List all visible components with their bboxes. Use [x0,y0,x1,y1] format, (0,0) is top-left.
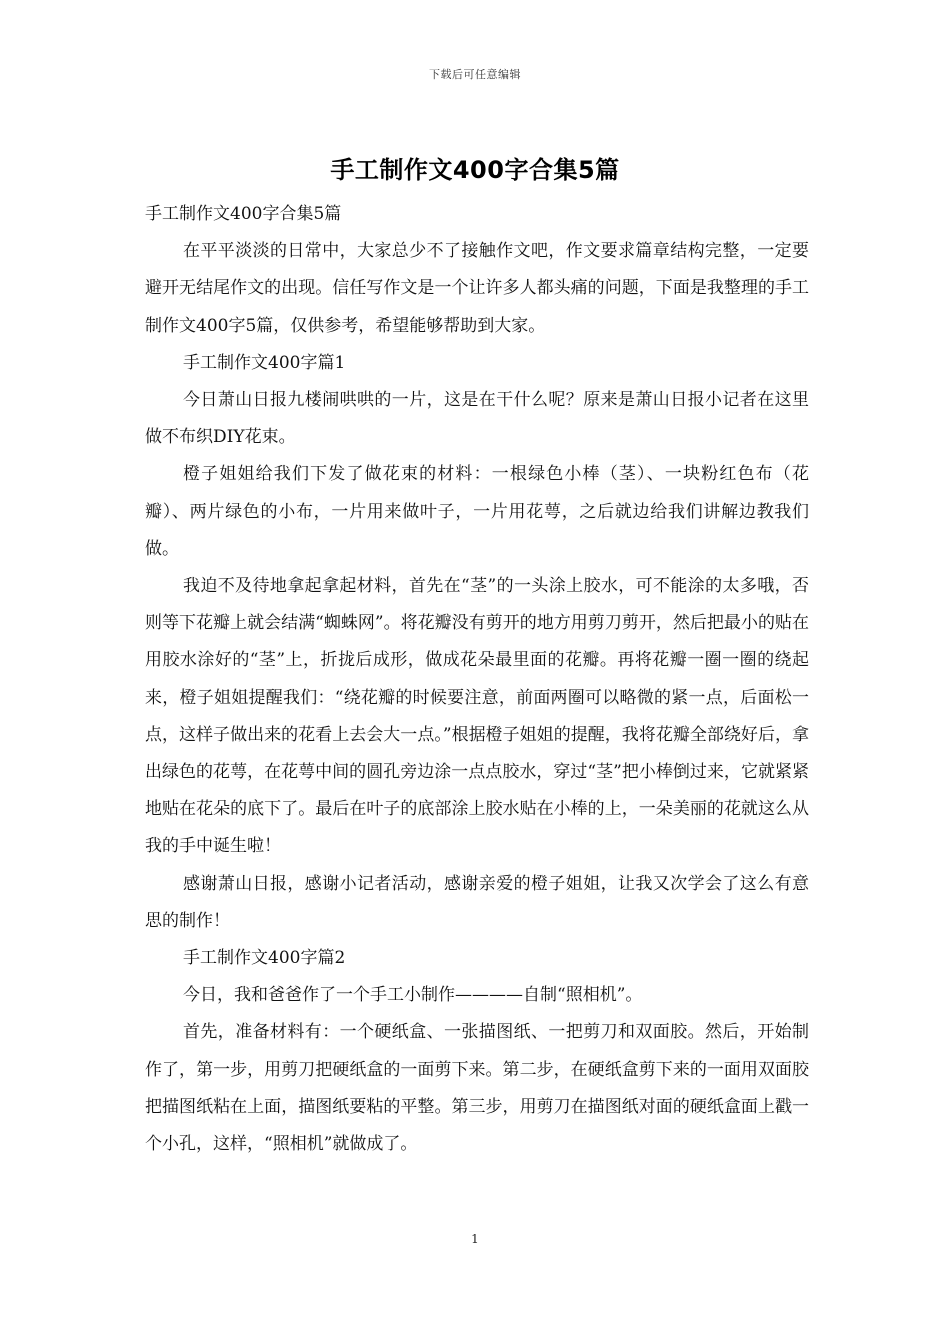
page-number: 1 [471,1232,479,1246]
document-body [145,196,809,1163]
body-paragraph: 橙子姐姐给我们下发了做花束的材料：一根绿色小棒（茎）、一块粉红色布（花瓣）、两片绿色的小布，一片用来做叶子，一片用花萼，之后就边给我们讲解边教我们做。 [145,464,809,559]
body-paragraph: 今日萧山日报九楼闹哄哄的一片，这是在干什么呢？原来是萧山日报小记者在这里做不布织DIY花束。 [145,390,809,448]
section-heading: 手工制作文400字篇1 [183,352,346,373]
document-title: 手工制作文400字合集5篇 [330,156,620,184]
body-paragraph: 感谢萧山日报，感谢小记者活动，感谢亲爱的橙子姐姐，让我又次学会了这么有意思的制作！ [145,873,809,931]
body-paragraph: 首先，准备材料有：一个硬纸盒、一张描图纸、一把剪刀和双面胶。然后，开始制作了，第一步，用剪刀把硬纸盒的一面剪下来。第二步，在硬纸盒剪下来的一面用双面胶把描图纸粘在上面，描图纸要粘的平整。第三步，用剪刀在描图纸对面的硬纸盒面上戳一个小孔，这样，“照相机”就做成了。 [145,1022,809,1155]
body-paragraph: 我迫不及待地拿起拿起材料，首先在“茎”的一头涂上胶水，可不能涂的太多哦，否则等下花瓣上就会结满“蜘蛛网”。将花瓣没有剪开的地方用剪刀剪开，然后把最小的贴在用胶水涂好的“茎”上，折拢后成形，做成花朵最里面的花瓣。再将花瓣一圈一圈的绕起来，橙子姐姐提醒我们：“绕花瓣的时候要注意，前面两圈可以略微的紧一点，后面松一点，这样子做出来的花看上去会大一点。”根据橙子姐姐的提醒，我将花瓣全部绕好后，拿出绿色的花萼，在花萼中间的圆孔旁边涂一点点胶水，穿过“茎”把小棒倒过来，它就紧紧地贴在花朵的底下了。最后在叶子的底部涂上胶水贴在小棒的上，一朵美丽的花就这么从我的手中诞生啦！ [145,576,809,857]
section-heading: 手工制作文400字篇2 [183,948,346,969]
body-paragraph: 在平平淡淡的日常中，大家总少不了接触作文吧，作文要求篇章结构完整，一定要避开无结尾作文的出现。信任写作文是一个让许多人都头痛的问题，下面是我整理的手工制作文400字5篇，仅供参考，希望能够帮助到大家。 [145,241,809,336]
body-paragraph: 手工制作文400字合集5篇 [145,204,342,224]
header-note: 下载后可任意编辑 [429,68,521,81]
body-paragraph: 今日，我和爸爸作了一个手工小制作————自制“照相机”。 [183,985,643,1006]
